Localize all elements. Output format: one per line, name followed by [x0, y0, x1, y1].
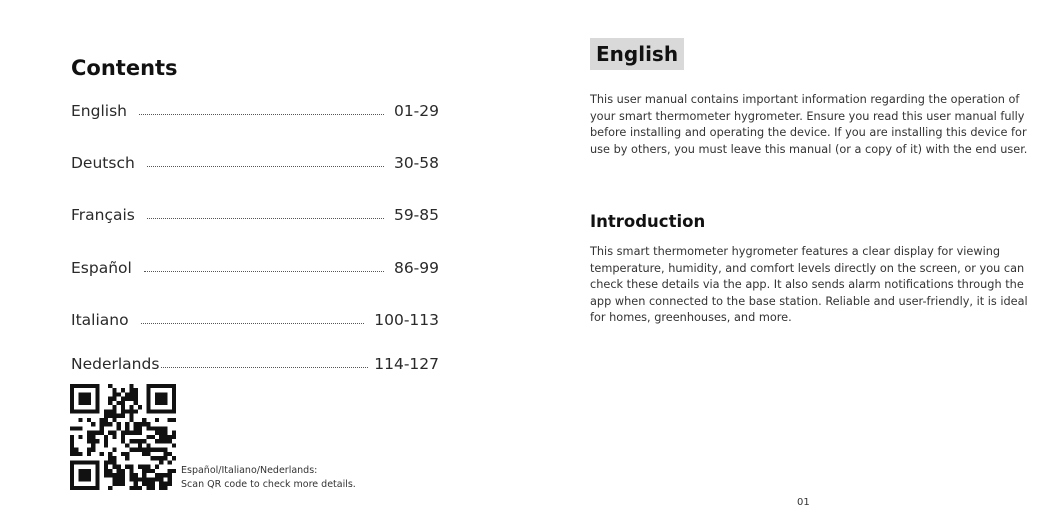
toc-language: English	[71, 102, 127, 120]
toc-pages: 86-99	[393, 259, 439, 277]
section-heading-introduction: Introduction	[590, 212, 706, 231]
toc-pages: 30-58	[393, 154, 439, 172]
intro-paragraph: This user manual contains important information regarding the operation of your smart thermometer hygrometer. Ensure you read this user manual fully before installing and operating the device. If you are installing this device for use by others, you must leave this manual (or a copy of it) with the end user.	[590, 93, 1028, 156]
toc-leader-dots	[141, 323, 365, 324]
page-number: 01	[797, 497, 810, 508]
toc-language: Español	[71, 259, 132, 277]
toc-entry-francais[interactable]	[71, 204, 439, 224]
toc-leader-dots	[147, 166, 384, 167]
qr-code[interactable]	[70, 384, 176, 490]
toc-entry-italiano[interactable]	[71, 309, 439, 329]
toc-pages: 59-85	[393, 206, 439, 224]
contents-title: Contents	[71, 56, 178, 80]
qr-caption-languages: Español/Italiano/Nederlands:	[181, 465, 318, 476]
toc-entry-espanol[interactable]	[71, 257, 439, 277]
toc-pages: 114-127	[374, 355, 439, 373]
toc-leader-dots	[139, 114, 384, 115]
toc-language: Deutsch	[71, 154, 135, 172]
toc-leader-dots	[161, 367, 368, 368]
qr-caption-instruction: Scan QR code to check more details.	[181, 479, 356, 490]
toc-pages: 01-29	[393, 102, 439, 120]
toc-entry-english[interactable]	[71, 100, 439, 120]
toc-entry-nederlands[interactable]	[71, 353, 439, 373]
toc-entry-deutsch[interactable]	[71, 152, 439, 172]
qr-caption	[181, 464, 356, 492]
toc-leader-dots	[147, 218, 384, 219]
toc-language: Français	[71, 206, 135, 224]
toc-language: Nederlands	[71, 355, 160, 373]
toc-pages: 100-113	[374, 311, 439, 329]
introduction-paragraph: This smart thermometer hygrometer features a clear display for viewing temperature, humidity, and comfort levels directly on the screen, or you can check these details via the app. It also sends alarm notifications through the app when connected to the base station. Reliable and user-friendly, it is ideal for homes, greenhouses, and more.	[590, 245, 1028, 324]
toc-leader-dots	[144, 271, 384, 272]
section-heading-english: English	[590, 38, 684, 70]
toc-language: Italiano	[71, 311, 129, 329]
